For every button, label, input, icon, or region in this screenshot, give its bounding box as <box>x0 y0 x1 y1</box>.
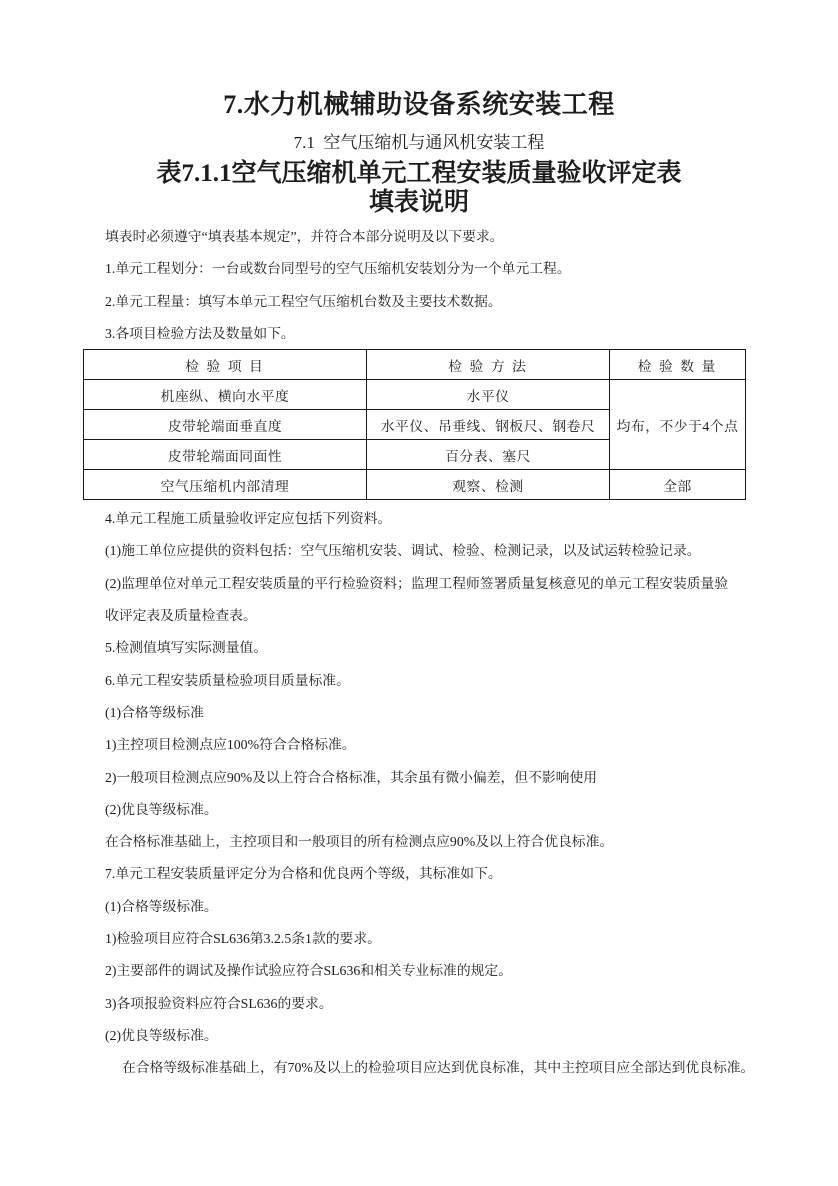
note-line: 6.单元工程安装质量检验项目质量标准。 <box>105 672 350 688</box>
table-row <box>84 470 746 500</box>
table-title: 表7.1.1空气压缩机单元工程安装质量验收评定表 <box>156 160 682 187</box>
section-title: 7.1 空气压缩机与通风机安装工程 <box>293 133 545 152</box>
notes-paragraphs <box>105 503 838 1084</box>
table-header-item: 检 验 项 目 <box>84 350 367 380</box>
cell-method: 百分表、塞尺 <box>367 440 610 470</box>
note-line: 5.检测值填写实际测量值。 <box>105 640 268 656</box>
note-line: 1)主控项目检测点应100%符合合格标准。 <box>105 737 356 753</box>
note-line: 3)各项报验资料应符合SL636的要求。 <box>105 995 333 1011</box>
note-line: 2)主要部件的调试及操作试验应符合SL636和相关专业标准的规定。 <box>105 963 513 979</box>
note-line: 7.单元工程安装质量评定分为合格和优良两个等级，其标准如下。 <box>105 866 502 882</box>
note-line: (1)施工单位应提供的资料包括：空气压缩机安装、调试、检验、检测记录，以及试运转检验记录。 <box>105 543 701 559</box>
cell-item: 机座纵、横向水平度 <box>84 380 367 410</box>
note-line: 收评定表及质量检查表。 <box>105 608 257 624</box>
note-line: (1)合格等级标准。 <box>105 898 218 914</box>
chapter-title: 7.水力机械辅助设备系统安装工程 <box>223 90 615 119</box>
cell-item: 皮带轮端面垂直度 <box>84 410 367 440</box>
table-header-row <box>84 350 746 380</box>
cell-item: 空气压缩机内部清理 <box>84 470 367 500</box>
intro-line: 填表时必须遵守“填表基本规定”，并符合本部分说明及以下要求。 <box>105 229 504 244</box>
intro-line: 2.单元工程量：填写本单元工程空气压缩机台数及主要技术数据。 <box>105 293 502 309</box>
cell-item: 皮带轮端面同面性 <box>84 440 367 470</box>
table-subtitle: 填表说明 <box>368 189 469 216</box>
note-line: (1)合格等级标准 <box>105 704 204 720</box>
intro-line: 1.单元工程划分：一台或数台同型号的空气压缩机安装划分为一个单元工程。 <box>105 261 571 277</box>
note-line: (2)监理单位对单元工程安装质量的平行检验资料；监理工程师签署质量复核意见的单元工程安装质量验 <box>105 575 729 591</box>
table-header-quantity: 检 验 数 量 <box>610 350 746 380</box>
table-row <box>84 380 746 410</box>
table-header-method: 检 验 方 法 <box>367 350 610 380</box>
note-line: 4.单元工程施工质量验收评定应包括下列资料。 <box>105 511 392 527</box>
inspection-methods-table <box>83 349 746 500</box>
cell-quantity-merged: 均布，不少于4个点 <box>610 380 746 470</box>
cell-method: 水平仪、吊垂线、钢板尺、钢卷尺 <box>367 410 610 440</box>
note-line: 在合格等级标准基础上，有70%及以上的检验项目应达到优良标准，其中主控项目应全部达到优良标准。 <box>122 1060 755 1076</box>
note-line: (2)优良等级标准。 <box>105 1027 218 1043</box>
intro-line: 3.各项目检验方法及数量如下。 <box>105 325 295 341</box>
note-line: 1)检验项目应符合SL636第3.2.5条1款的要求。 <box>105 931 381 947</box>
note-line: (2)优良等级标准。 <box>105 801 218 817</box>
cell-method: 水平仪 <box>367 380 610 410</box>
cell-method: 观察、检测 <box>367 470 610 500</box>
cell-quantity: 全部 <box>610 470 746 500</box>
note-line: 在合格标准基础上，主控项目和一般项目的所有检测点应90%及以上符合优良标准。 <box>105 834 614 850</box>
note-line: 2)一般项目检测点应90%及以上符合合格标准，其余虽有微小偏差，但不影响使用 <box>105 769 598 785</box>
intro-paragraphs <box>105 221 838 350</box>
